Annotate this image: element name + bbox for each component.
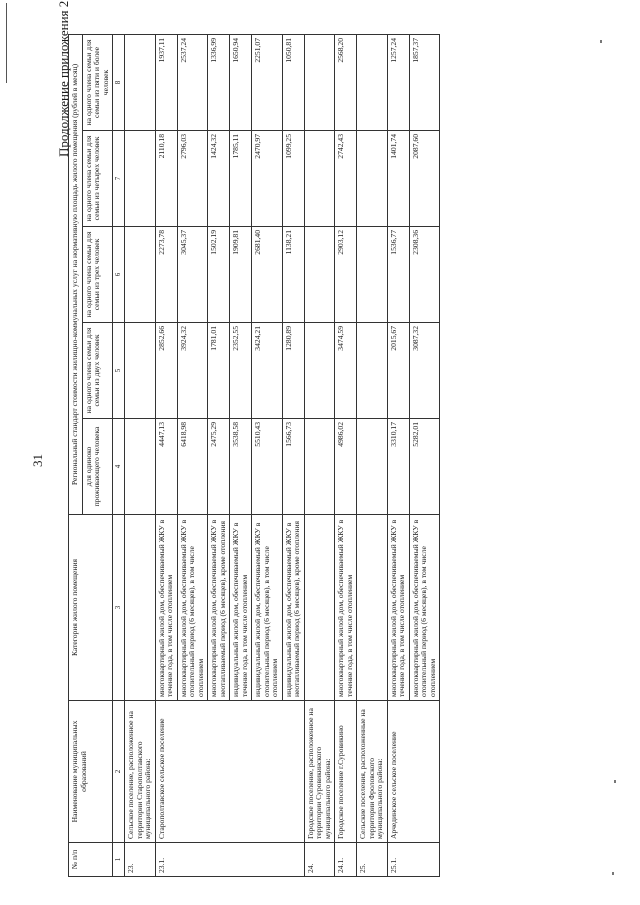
table-row <box>335 34 357 876</box>
housing-category: многоквартирный жилой дом, обеспечиваемый ЖКУ в течение года, в том числе отоплением <box>387 515 409 701</box>
header-family-5: на одного члена семьи для семьи из пяти и более человек <box>82 34 113 130</box>
row-code: 24. <box>304 843 335 877</box>
column-index: 7 <box>113 131 125 227</box>
value-family-4 <box>125 131 156 227</box>
housing-category: индивидуальный жилой дом, обеспечиваемый ЖКУ в отопительный период (6 месяцев), в том числе отоплением <box>252 515 283 701</box>
municipality-name: Сельское поселение, расположенное на территории Старополтавского муниципального района: <box>125 701 156 843</box>
value-family-4 <box>357 131 388 227</box>
value-single <box>125 419 156 515</box>
column-index: 6 <box>113 227 125 323</box>
value-family-2: 3474,59 <box>335 323 357 419</box>
value-single: 2475,29 <box>208 419 230 515</box>
housing-category <box>304 515 335 701</box>
header-family-3: на одного члена семьи для семьи из трех человек <box>82 227 113 323</box>
value-family-4: 2742,43 <box>335 131 357 227</box>
column-index: 2 <box>113 701 125 843</box>
value-family-5: 1257,24 <box>387 34 409 130</box>
value-single <box>304 419 335 515</box>
value-family-3 <box>125 227 156 323</box>
municipality-name: Сельские поселения, расположенные на территории Фроловского муниципального района: <box>357 701 388 843</box>
value-family-5: 1857,37 <box>409 34 440 130</box>
value-single: 5282,01 <box>409 419 440 515</box>
value-family-3 <box>304 227 335 323</box>
municipality-name: Городское поселение, расположенное на территории Суровикинского муниципального района: <box>304 701 335 843</box>
column-index: 5 <box>113 323 125 419</box>
value-family-3: 2308,36 <box>409 227 440 323</box>
scan-speck <box>600 40 602 43</box>
row-code: 23.1. <box>155 843 304 877</box>
value-single <box>357 419 388 515</box>
value-family-4: 2110,18 <box>155 131 177 227</box>
row-code: 25.1. <box>387 843 440 877</box>
header-single: для одиноко проживающего человека <box>82 419 113 515</box>
column-index: 3 <box>113 515 125 701</box>
value-single: 5510,43 <box>252 419 283 515</box>
value-single: 3538,58 <box>230 419 252 515</box>
value-family-5: 2537,24 <box>177 34 208 130</box>
value-family-5: 1050,81 <box>282 34 304 130</box>
value-family-5: 1937,11 <box>155 34 177 130</box>
table-row <box>387 34 409 876</box>
value-single: 4986,02 <box>335 419 357 515</box>
value-family-2 <box>125 323 156 419</box>
table-row <box>304 34 335 876</box>
header-family-2: на одного члена семьи для семьи из двух человек <box>82 323 113 419</box>
scan-edge-line <box>6 3 7 83</box>
value-family-5: 1336,99 <box>208 34 230 130</box>
header-municipality: Наименование муниципальных образований <box>69 701 113 843</box>
value-family-3: 3045,37 <box>177 227 208 323</box>
value-family-5 <box>125 34 156 130</box>
value-family-3: 2681,40 <box>252 227 283 323</box>
value-family-4: 2087,60 <box>409 131 440 227</box>
value-single: 1566,73 <box>282 419 304 515</box>
table-row <box>125 34 156 876</box>
value-family-5 <box>304 34 335 130</box>
header-family-4: на одного члена семьи для семьи из четырех человек <box>82 131 113 227</box>
value-family-5: 2568,20 <box>335 34 357 130</box>
value-family-5 <box>357 34 388 130</box>
housing-category: индивидуальный жилой дом, обеспечиваемый ЖКУ в неотапливаемый период (6 месяцев), кроме отопления <box>282 515 304 701</box>
row-code: 25. <box>357 843 388 877</box>
scan-speck <box>612 872 614 875</box>
header-category: Категория жилого помещения <box>69 515 113 701</box>
column-index: 4 <box>113 419 125 515</box>
value-family-2: 2852,66 <box>155 323 177 419</box>
value-family-4 <box>304 131 335 227</box>
header-number: № п/п <box>69 843 113 877</box>
housing-category: многоквартирный жилой дом, обеспечиваемый ЖКУ в отопительный период (6 месяцев), в том числе отоплением <box>177 515 208 701</box>
value-family-3: 1909,81 <box>230 227 252 323</box>
row-code: 23. <box>125 843 156 877</box>
value-family-5: 1650,94 <box>230 34 252 130</box>
table-row <box>155 34 177 876</box>
housing-category: многоквартирный жилой дом, обеспечиваемый ЖКУ в отопительный период (6 месяцев), в том числе отоплением <box>409 515 440 701</box>
value-single: 3310,17 <box>387 419 409 515</box>
value-family-2: 3424,21 <box>252 323 283 419</box>
housing-category <box>125 515 156 701</box>
standards-table <box>68 34 440 877</box>
municipality-name: Арчединское сельское поселение <box>387 701 440 843</box>
scan-speck <box>614 780 616 783</box>
housing-category: многоквартирный жилой дом, обеспечиваемый ЖКУ в неотапливаемый период (6 месяцев), кроме отопления <box>208 515 230 701</box>
continuation-label: Продолжение приложения 2 <box>56 0 71 157</box>
value-single: 6418,98 <box>177 419 208 515</box>
value-family-4: 2796,03 <box>177 131 208 227</box>
value-family-2 <box>357 323 388 419</box>
housing-category: индивидуальный жилой дом, обеспечиваемый ЖКУ в течение года, в том числе отоплением <box>230 515 252 701</box>
value-family-3: 1138,21 <box>282 227 304 323</box>
value-family-3: 2903,12 <box>335 227 357 323</box>
housing-category: многоквартирный жилой дом, обеспечиваемый ЖКУ в течение года, в том числе отоплением <box>335 515 357 701</box>
value-family-3: 1502,19 <box>208 227 230 323</box>
table-row <box>357 34 388 876</box>
column-index: 1 <box>113 843 125 877</box>
value-family-4: 1785,11 <box>230 131 252 227</box>
housing-category: многоквартирный жилой дом, обеспечиваемый ЖКУ в течение года, в том числе отоплением <box>155 515 177 701</box>
value-family-4: 1424,32 <box>208 131 230 227</box>
housing-category <box>357 515 388 701</box>
header-standard: Региональный стандарт стоимости жилищно-коммунальных услуг на нормативную площадь жилого помещения (рублей в месяц) <box>69 34 83 514</box>
value-family-3 <box>357 227 388 323</box>
value-family-2: 3924,32 <box>177 323 208 419</box>
municipality-name: Старополтавское сельское поселение <box>155 701 304 843</box>
value-family-5: 2251,07 <box>252 34 283 130</box>
value-single: 4447,13 <box>155 419 177 515</box>
value-family-4: 1401,74 <box>387 131 409 227</box>
value-family-2: 2352,55 <box>230 323 252 419</box>
column-index: 8 <box>113 34 125 130</box>
value-family-3: 2273,78 <box>155 227 177 323</box>
value-family-3: 1536,77 <box>387 227 409 323</box>
municipality-name: Городское поселение г.Суровикино <box>335 701 357 843</box>
page-number: 31 <box>30 454 45 467</box>
value-family-2: 2015,67 <box>387 323 409 419</box>
value-family-2: 1781,01 <box>208 323 230 419</box>
value-family-2 <box>304 323 335 419</box>
value-family-2: 3087,32 <box>409 323 440 419</box>
value-family-2: 1280,89 <box>282 323 304 419</box>
value-family-4: 2470,97 <box>252 131 283 227</box>
value-family-4: 1099,25 <box>282 131 304 227</box>
column-index-row <box>113 34 125 876</box>
row-code: 24.1. <box>335 843 357 877</box>
